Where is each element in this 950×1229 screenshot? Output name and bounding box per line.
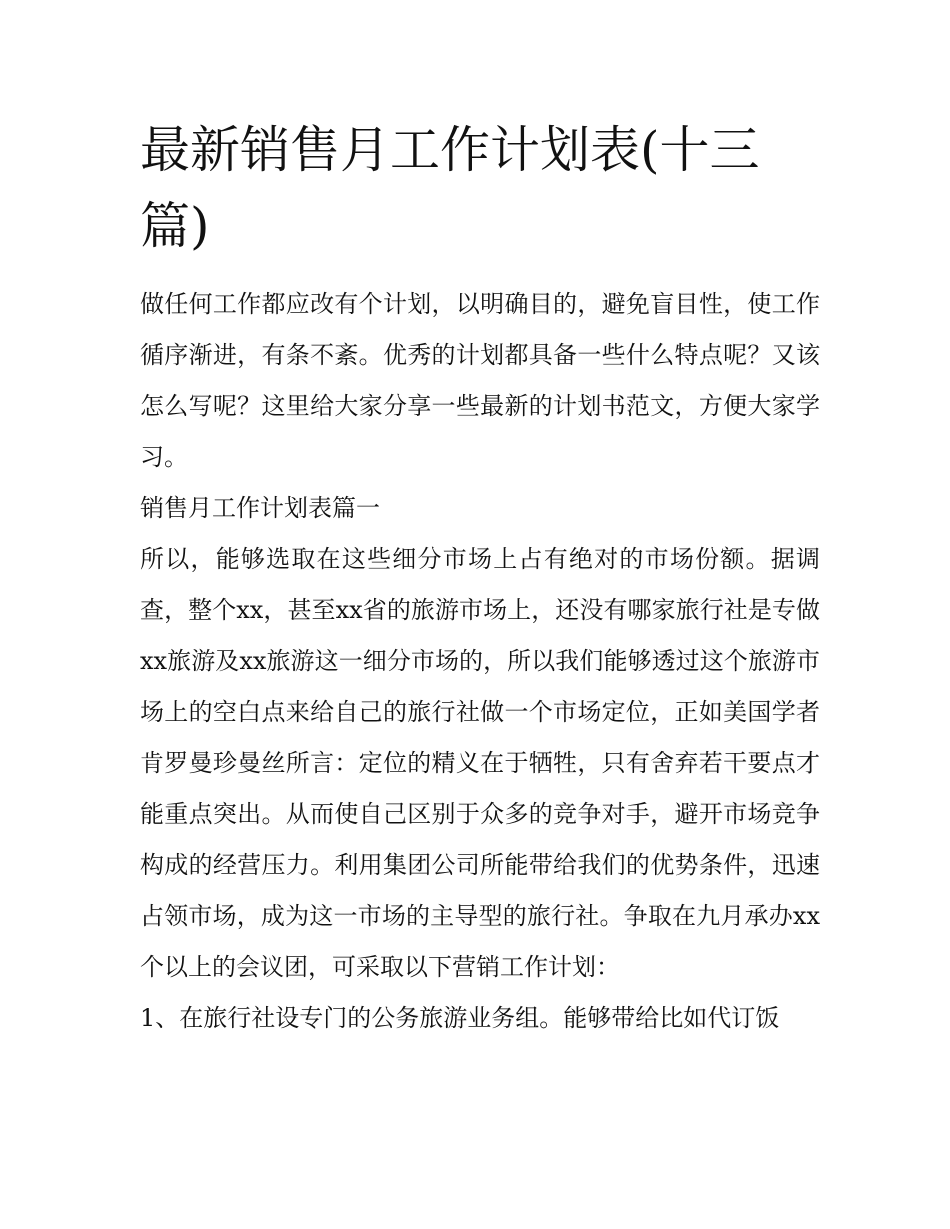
intro-paragraph: 做任何工作都应改有个计划，以明确目的，避免盲目性，使工作循序渐进，有条不紊。优秀的计划都具备一些什么特点呢？又该怎么写呢？这里给大家分享一些最新的计划书范文，方便大家学习。 <box>140 290 820 471</box>
body-paragraph: 所以，能够选取在这些细分市场上占有绝对的市场份额。据调查，整个xx，甚至xx省的旅游市场上，还没有哪家旅行社是专做xx旅游及xx旅游这一细分市场的，所以我们能够透过这个旅游市场上的空白点来给自己的旅行社做一个市场定位，正如美国学者肯罗曼珍曼丝所言：定位的精义在于牺牲，只有舍弃若干要点才能重点突出。从而使自己区别于众多的竞争对手，避开市场竞争构成的经营压力。利用集团公司所能带给我们的优势条件，迅速占领市场，成为这一市场的主导型的旅行社。争取在九月承办xx个以上的会议团，可采取以下营销工作计划： <box>140 545 820 981</box>
document-title: 最新销售月工作计划表(十三篇) <box>140 121 760 255</box>
section-heading: 销售月工作计划表篇一 <box>140 494 380 522</box>
list-item: 1、在旅行社设专门的公务旅游业务组。能够带给比如代订饭 <box>140 1004 780 1032</box>
document-page <box>140 112 820 1044</box>
